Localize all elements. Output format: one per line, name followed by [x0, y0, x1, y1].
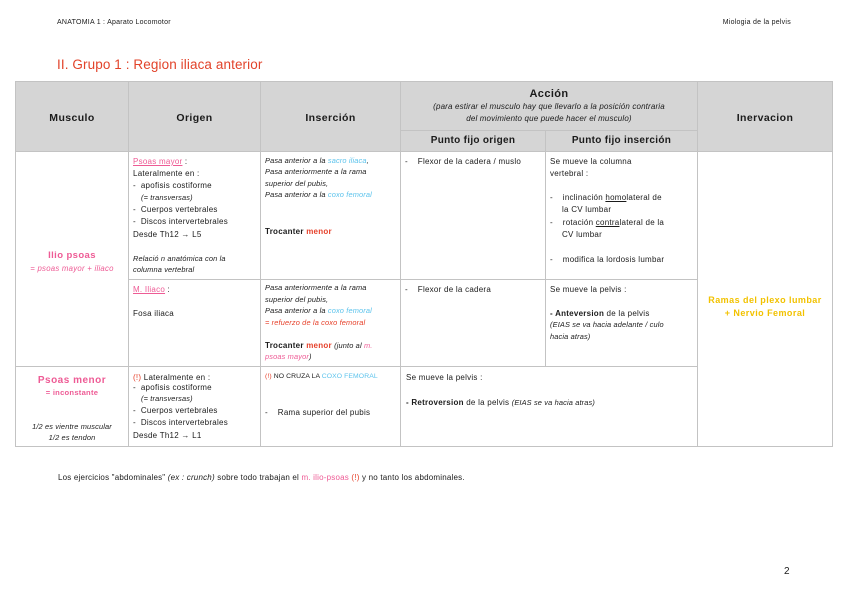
- text-segment: Pasa anterior a la: [265, 306, 328, 315]
- psoas-menor-origen-line: - Cuerpos vertebrales: [133, 406, 218, 415]
- header-cell-musculo: [15, 81, 129, 152]
- text-segment: Los ejercicios "abdominales": [58, 473, 168, 482]
- warning-mark: (!): [265, 373, 272, 380]
- psoas-mayor-name: Psoas mayor: [133, 157, 183, 166]
- header-accion-label: Acción: [529, 88, 569, 100]
- psoas-mayor-origen-line: Lateralmente en :: [133, 169, 200, 178]
- psoas-menor-insercion-line: - Rama superior del pubis: [265, 408, 371, 417]
- cell-psoas-mayor-pfi: [545, 151, 698, 280]
- header-cell-inervacion: [697, 81, 833, 152]
- coxo-femoral-term: coxo femoral: [327, 190, 372, 199]
- text-segment: (junto al: [331, 341, 364, 350]
- psoas-mayor-insercion-line: [265, 190, 372, 200]
- psoas-mayor-trocanter: [265, 227, 332, 237]
- anteversion-term: - Anteversion: [550, 309, 605, 318]
- warning-mark: (!): [133, 373, 142, 382]
- text-segment: de la pelvis: [463, 398, 512, 407]
- header-inervacion-label: Inervacion: [736, 112, 794, 124]
- m-iliaco-insercion-line: superior del pubis,: [265, 295, 329, 304]
- m-iliaco-pfi-line: [550, 309, 650, 319]
- page-number: 2: [784, 566, 790, 577]
- m-iliaco-insercion-line: [265, 306, 372, 316]
- text-segment: Pasa anterior a la: [265, 190, 328, 199]
- header-insercion-label: Inserción: [305, 112, 356, 124]
- psoas-mayor-pfi-line: vertebral :: [550, 169, 589, 178]
- psoas-menor-origen-line: - apofisis costiforme: [133, 383, 212, 392]
- text-segment: lateral de: [626, 193, 662, 202]
- contra-prefix: contra: [595, 218, 620, 227]
- cell-psoas-menor-accion: [400, 366, 698, 447]
- coxo-femoral-term: coxo femoral: [327, 306, 372, 315]
- retroversion-term: - Retroversion: [406, 398, 464, 407]
- cell-m-iliaco-insercion: [260, 279, 401, 367]
- text-segment: ,: [366, 156, 369, 165]
- header-accion-note-line-2: del movimiento que puede hacer el musculo): [466, 114, 632, 123]
- muscle-reference: m. ilio-psoas: [301, 473, 349, 482]
- cell-m-iliaco-pfo: [400, 279, 546, 367]
- m-iliaco-insercion-line: [265, 352, 312, 362]
- header-cell-punto-fijo-insercion: [545, 130, 698, 152]
- ilio-psoas-name: Ilio psoas: [48, 250, 96, 261]
- homo-prefix: homo: [605, 193, 627, 202]
- psoas-mayor-pfi-line: [550, 193, 662, 203]
- m-iliaco-origen-line: Fosa iliaca: [133, 309, 174, 318]
- warning-mark: (!): [351, 473, 360, 482]
- text-segment: ): [308, 352, 312, 361]
- psoas-mayor-name-suffix: :: [182, 157, 188, 166]
- header-pfo-label: Punto fijo origen: [430, 135, 516, 146]
- trocanter-menor-term: menor: [306, 227, 332, 236]
- psoas-menor-origen-heading: [133, 373, 210, 383]
- psoas-menor-origen-line: - Discos intervertebrales: [133, 418, 228, 427]
- text-segment: Pasa anterior a la: [265, 156, 328, 165]
- psoas-menor-origen-line: Desde Th12 → L1: [133, 431, 202, 440]
- m-iliaco-name: M. Iliaco: [133, 285, 166, 294]
- psoas-menor-note: = inconstante: [45, 388, 99, 397]
- inervacion-line-1: Ramas del plexo lumbar: [708, 295, 822, 305]
- coxo-femoral-term: COXO FEMORAL: [321, 373, 378, 380]
- psoas-menor-name: Psoas menor: [37, 375, 107, 386]
- cell-inervacion: [697, 151, 833, 447]
- section-title: II. Grupo 1 : Region iliaca anterior: [57, 57, 263, 72]
- psoas-menor-accion-line: [406, 398, 595, 408]
- psoas-mayor-pfi-line: CV lumbar: [562, 230, 603, 239]
- cell-psoas-menor-musculo: [15, 366, 129, 447]
- header-cell-accion: [400, 81, 698, 131]
- text-segment: Lateralmente en :: [141, 373, 211, 382]
- m-iliaco-pfi-line: Se mueve la pelvis :: [550, 285, 627, 294]
- psoas-mayor-origen-line: - Discos intervertebrales: [133, 217, 228, 226]
- cell-psoas-mayor-pfo: [400, 151, 546, 280]
- muscle-reference: psoas mayor: [265, 352, 309, 361]
- m-iliaco-pfi-note: hacia atras): [550, 332, 591, 341]
- text-segment: (ex : crunch): [167, 473, 215, 482]
- psoas-mayor-origen-line: Desde Th12 → L5: [133, 230, 202, 239]
- psoas-menor-origen-line: (= transversas): [141, 394, 193, 403]
- psoas-mayor-pfi-line: Se mueve la columna: [550, 157, 632, 166]
- text-segment: - inclinación: [550, 193, 606, 202]
- cell-ilio-psoas-musculo: [15, 151, 129, 367]
- m-iliaco-refuerzo-note: = refuerzo de la coxo femoral: [265, 318, 366, 327]
- psoas-mayor-origen-line: - apofisis costiforme: [133, 181, 212, 190]
- psoas-mayor-pfi-line: - modifica la lordosis lumbar: [550, 255, 665, 264]
- text-segment: lateral de la: [619, 218, 665, 227]
- psoas-mayor-origen-note: Relació n anatómica con la: [133, 254, 226, 263]
- psoas-menor-accion-line: Se mueve la pelvis :: [406, 373, 483, 382]
- running-header-left: ANATOMIA 1 : Aparato Locomotor: [57, 19, 171, 26]
- header-pfi-label: Punto fijo inserción: [571, 135, 672, 146]
- trocanter-menor-term: menor: [306, 341, 332, 350]
- text-segment: NO CRUZA LA: [271, 373, 322, 380]
- m-iliaco-pfi-note: (EIAS se va hacia adelante / culo: [550, 320, 664, 329]
- cell-psoas-mayor-insercion: [260, 151, 401, 280]
- header-origen-label: Origen: [176, 112, 213, 124]
- m-iliaco-trocanter: [265, 341, 372, 351]
- running-header-right: Miologia de la pelvis: [722, 19, 791, 26]
- inervacion-line-2: + Nervio Femoral: [724, 308, 806, 318]
- psoas-mayor-pfo-line: - Flexor de la cadera / muslo: [405, 157, 522, 166]
- text-segment: - rotación: [550, 218, 596, 227]
- header-accion-note-line-1: (para estirar el musculo hay que llevarlo a la posición contraria: [433, 102, 665, 111]
- psoas-menor-detail: 1/2 es vientre muscular: [32, 422, 112, 431]
- header-cell-origen: [128, 81, 261, 152]
- psoas-mayor-pfi-line: la CV lumbar: [562, 205, 612, 214]
- psoas-mayor-origen-line: - Cuerpos vertebrales: [133, 205, 218, 214]
- header-cell-insercion: [260, 81, 401, 152]
- header-musculo-label: Musculo: [49, 112, 95, 124]
- text-segment: (EIAS se va hacia atras): [511, 398, 595, 407]
- trocanter-label: Trocanter: [265, 227, 307, 236]
- psoas-mayor-insercion-line: superior del pubis,: [265, 179, 329, 188]
- psoas-mayor-insercion-line: [265, 156, 369, 166]
- header-cell-punto-fijo-origen: [400, 130, 546, 152]
- m-iliaco-pfo-line: - Flexor de la cadera: [405, 285, 492, 294]
- psoas-mayor-insercion-line: Pasa anteriormente a la rama: [265, 167, 367, 176]
- cell-m-iliaco-pfi: [545, 279, 698, 367]
- ilio-psoas-subtitle: = psoas mayor + iliaco: [30, 264, 114, 273]
- cell-psoas-mayor-origen: [128, 151, 261, 280]
- muscle-reference: m.: [363, 341, 373, 350]
- text-segment: sobre todo trabajan el: [214, 473, 302, 482]
- cell-psoas-menor-insercion: [260, 366, 401, 447]
- psoas-mayor-origen-line: (= transversas): [141, 193, 193, 202]
- psoas-menor-insercion-warning: [265, 372, 378, 382]
- m-iliaco-insercion-line: Pasa anteriormente a la rama: [265, 283, 367, 292]
- trocanter-label: Trocanter: [265, 341, 307, 350]
- psoas-menor-detail: 1/2 es tendon: [48, 433, 96, 442]
- psoas-mayor-pfi-line: [550, 218, 664, 228]
- cell-m-iliaco-origen: [128, 279, 261, 367]
- sacro-iliaca-term: sacro iliaca: [327, 156, 367, 165]
- psoas-mayor-origen-heading: [133, 157, 187, 167]
- cell-psoas-menor-origen: [128, 366, 261, 447]
- m-iliaco-name-suffix: :: [165, 285, 170, 294]
- text-segment: de la pelvis: [604, 309, 650, 318]
- footer-note: [58, 473, 465, 483]
- muscle-table: [15, 81, 833, 447]
- m-iliaco-origen-heading: [133, 285, 170, 295]
- text-segment: y no tanto los abdominales.: [359, 473, 465, 482]
- psoas-mayor-origen-note: columna vertebral: [133, 265, 195, 274]
